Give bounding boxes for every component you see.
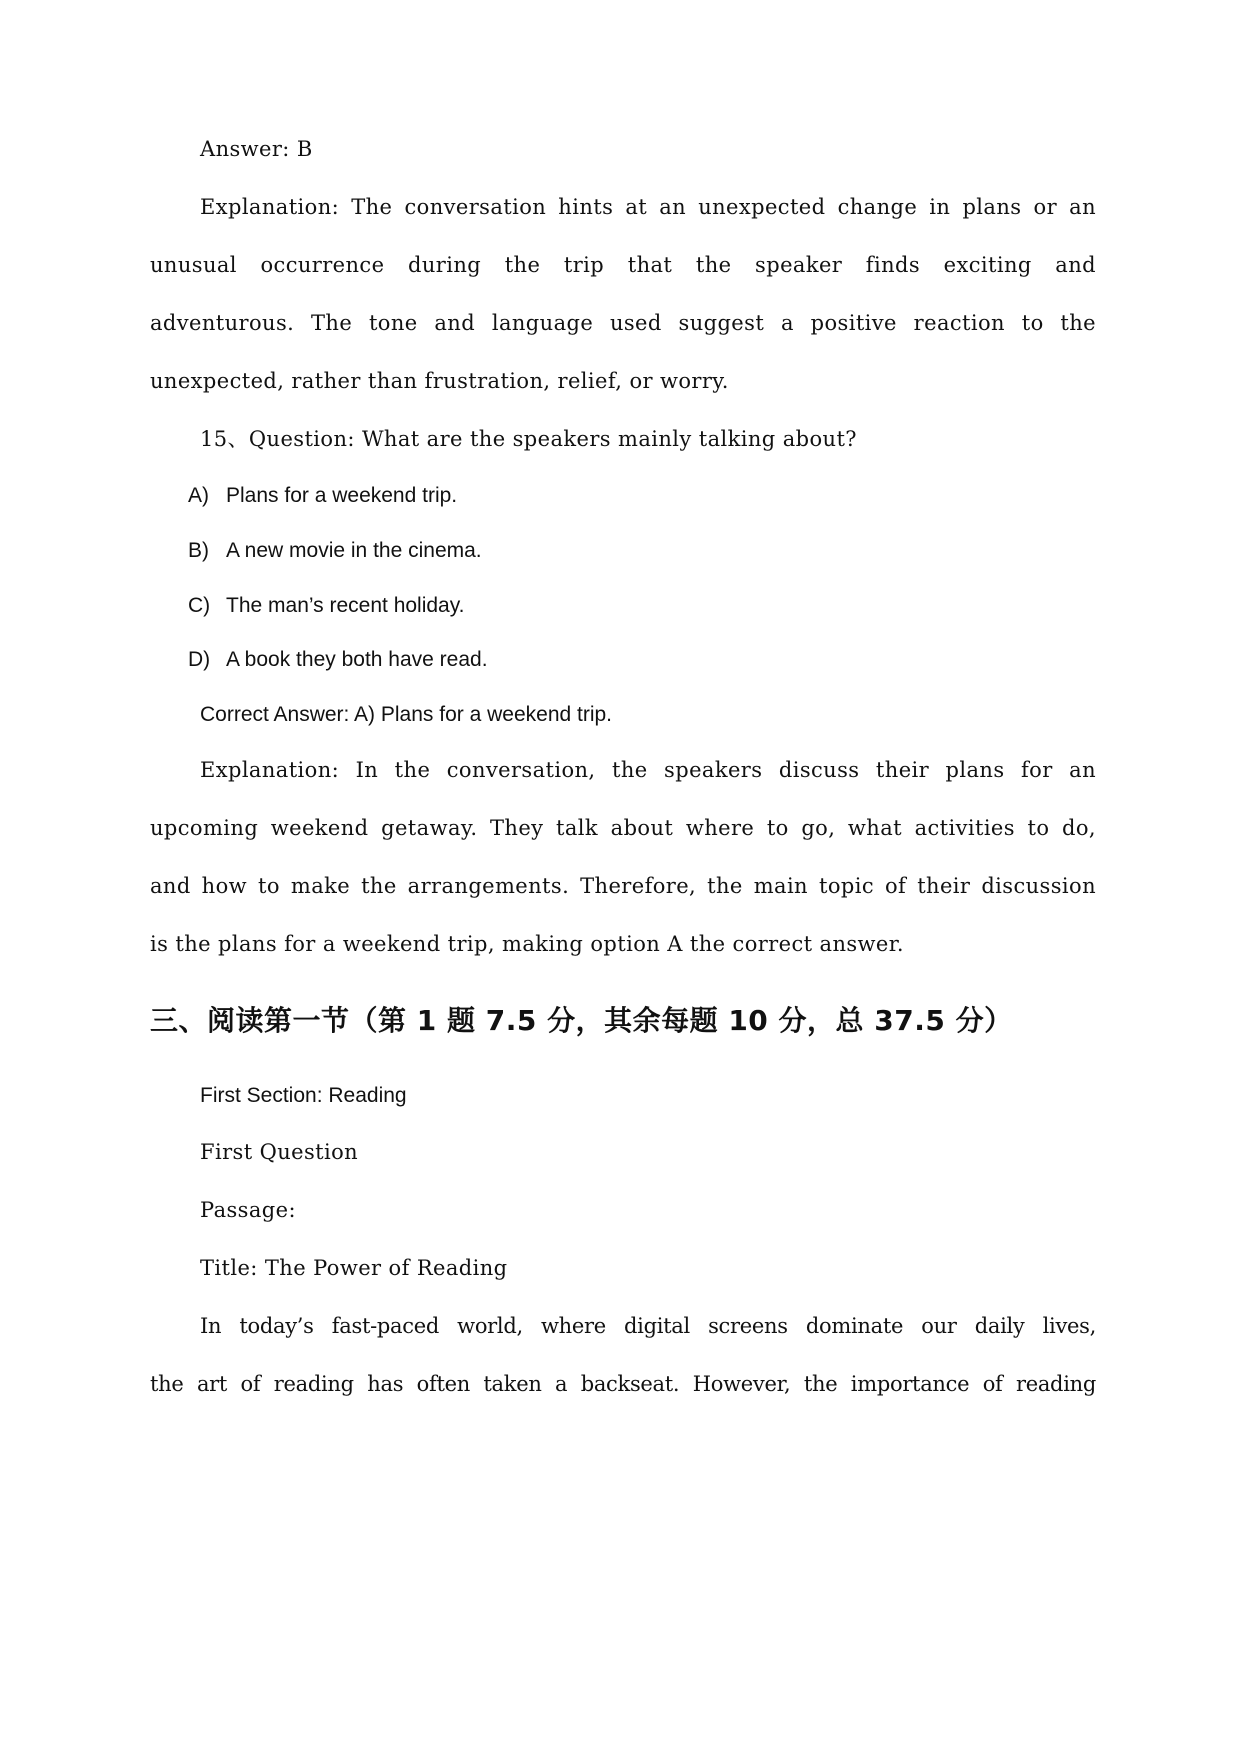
option-a [188, 481, 1088, 511]
explanation-line: adventurous. The tone and language used suggest a positive reaction to the [150, 311, 1096, 335]
question-15: 15、Question: What are the speakers mainly talking about? [200, 427, 857, 451]
option-letter: B) [188, 539, 209, 562]
answer-text: Answer: B [200, 137, 313, 161]
correct-answer: Correct Answer: A) Plans for a weekend trip. [200, 703, 613, 726]
explanation-line: is the plans for a weekend trip, making option A the correct answer. [150, 932, 904, 956]
passage-title: Title: The Power of Reading [200, 1256, 508, 1280]
explanation-line: Explanation: The conversation hints at an unexpected change in plans or an [200, 195, 1096, 219]
option-d [188, 645, 1088, 675]
explanation-line: and how to make the arrangements. Therefore, the main topic of their discussion [150, 874, 1096, 898]
section-heading: 三、阅读第一节（第 1 题 7.5 分，其余每题 10 分，总 37.5 分） [150, 1004, 1013, 1037]
explanation-line: upcoming weekend getaway. They talk about where to go, what activities to do, [150, 816, 1096, 840]
passage-line: In today’s fast-paced world, where digital screens dominate our daily lives, [200, 1314, 1096, 1338]
explanation-line: Explanation: In the conversation, the speakers discuss their plans for an [200, 758, 1096, 782]
option-text: A new movie in the cinema. [226, 539, 482, 562]
first-section-label: First Section: Reading [200, 1084, 407, 1107]
option-b [188, 536, 1088, 566]
option-letter: D) [188, 648, 211, 671]
option-text: A book they both have read. [226, 648, 488, 671]
option-letter: A) [188, 484, 209, 507]
option-c [188, 591, 1088, 621]
explanation-line: unexpected, rather than frustration, relief, or worry. [150, 369, 729, 393]
first-question-label: First Question [200, 1140, 359, 1164]
passage-line: the art of reading has often taken a backseat. However, the importance of reading [150, 1372, 1096, 1396]
option-text: Plans for a weekend trip. [226, 484, 458, 507]
option-text: The man’s recent holiday. [226, 594, 465, 617]
passage-label: Passage: [200, 1198, 296, 1222]
option-letter: C) [188, 594, 211, 617]
explanation-line: unusual occurrence during the trip that the speaker finds exciting and [150, 253, 1096, 277]
